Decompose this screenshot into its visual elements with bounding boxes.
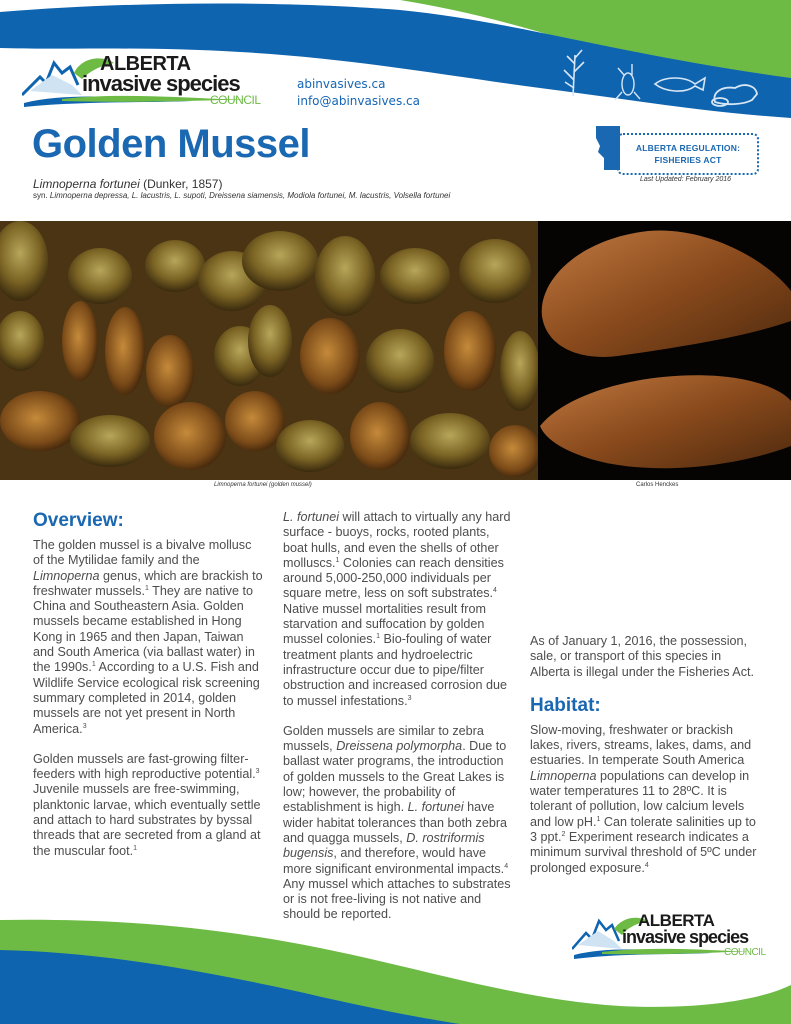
column-2 <box>283 510 515 938</box>
logo-alberta-text: ALBERTA <box>100 53 191 75</box>
column-1 <box>33 510 265 874</box>
synonyms-prefix: syn. <box>33 191 48 200</box>
species-name: Limnoperna fortunei <box>33 177 140 191</box>
regulation-line1: ALBERTA REGULATION: <box>635 143 741 153</box>
overview-paragraph-3: L. fortunei will attach to virtually any hard surface - buoys, rocks, rooted plants, boat hulls, and even the shells of other molluscs.$^1$ Colonies can reach densities around 5,000-250,000 individuals per square metre, less on soft substrates.$^4$ Native mussel mortalities result from starvation and suffocation by golden mussel colonies.$^1$ Bio-fouling of water treatment plants and hydroelectric infrastructure occur due to pipe/filter obstruction and increased corrosion due to mussel infestations.$^3$ <box>283 510 511 708</box>
footer-logo <box>572 911 772 961</box>
habitat-heading: Habitat: <box>530 694 601 716</box>
overview-paragraph-1: The golden mussel is a bivalve mollusc of the Mytilidae family and the Limnoperna genus, which are brackish to freshwater mussels.$^1$ They are native to China and Southeastern Asia. Golden mussels became established in Hong Kong in 1965 and then Japan, Taiwan and South America (via ballast water) in the 1990s.$^1$ According to a U.S. Fish and Wildlife Service ecological risk screening summary completed in 2014, golden mussels are not yet present in North America.$^3$ <box>33 538 263 736</box>
logo-council-text: COUNCIL <box>210 93 261 107</box>
logo-invasive-species-text: invasive species <box>82 71 240 96</box>
footer-logo-alberta-text: ALBERTA <box>638 911 715 930</box>
golden-mussel-colony-photo <box>0 221 538 480</box>
footer-logo-council-text: COUNCIL <box>724 947 766 958</box>
synonyms <box>33 191 450 200</box>
species-authority: (Dunker, 1857) <box>143 177 223 191</box>
overview-heading: Overview: <box>33 510 124 531</box>
last-updated: Last Updated: February 2016 <box>640 176 732 183</box>
habitat-paragraph: Slow-moving, freshwater or brackish lakes, rivers, streams, lakes, dams, and estuaries. In temperate South America Limnoperna populations can develop in water temperatures 11 to 28ºC. It is tolerant of pollution, low calcium levels and low pH.$^1$ Can tolerate salinities up to 3 ppt.$^2$ Experiment research indicates a minimum survival threshold of 5ºC under prolonged exposure.$^4$ <box>530 722 757 875</box>
column-3 <box>530 634 762 891</box>
golden-mussel-shell-photo <box>538 221 791 480</box>
right-photo-caption: Carlos Henckes <box>636 482 679 488</box>
page-title: Golden Mussel <box>32 122 310 166</box>
overview-paragraph-2: Golden mussels are fast-growing filter-feeders with high reproductive potential.$^3$ Juvenile mussels are free-swimming, planktonic larvae, which eventually settle and attach to hard substrates by byssal threads that are secreted from a gland at the muscular foot.$^1$ <box>33 751 261 858</box>
left-photo-caption: Limnoperna fortunei (golden mussel) <box>214 482 312 488</box>
synonyms-list: Limnoperna depressa, L. lacustris, L. supoti, Dreissena siamensis, Modiola fortunei, M. lacustris, Volsella fortunei <box>49 191 451 200</box>
overview-paragraph-5: As of January 1, 2016, the possession, sale, or transport of this species in Alberta is illegal under the Fisheries Act. <box>530 634 754 679</box>
footer-logo-invasive-species-text: invasive species <box>622 927 749 947</box>
regulation-badge <box>617 133 759 175</box>
website-link[interactable]: abinvasives.ca <box>297 77 386 91</box>
regulation-line2: FISHERIES ACT <box>654 155 722 165</box>
alberta-invasive-species-council-logo <box>22 55 272 110</box>
overview-paragraph-4: Golden mussels are similar to zebra mussels, Dreissena polymorpha. Due to ballast water programs, the introduction of golden mussels to the Great Lakes is low; however, the probability of establishment is high. L. fortunei have wider habitat tolerances than both zebra and quagga mussels, D. rostriformis bugensis, and therefore, would have more significant environmental impacts.$^4$ Any mussel which attaches to substrates or is not free-living is not native and should be reported. <box>283 723 511 922</box>
email-link[interactable]: info@abinvasives.ca <box>297 94 420 108</box>
scientific-name <box>33 177 222 191</box>
